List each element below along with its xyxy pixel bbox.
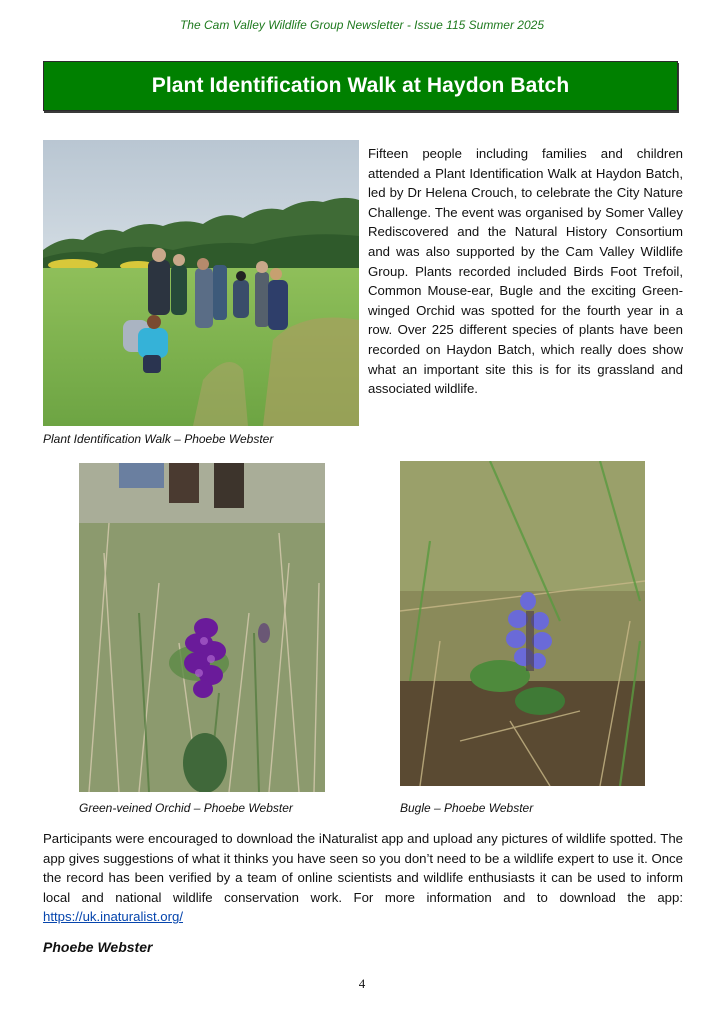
- closing-paragraph: [43, 829, 683, 927]
- inaturalist-link[interactable]: https://uk.inaturalist.org/: [43, 909, 184, 925]
- article-author: Phoebe Webster: [43, 939, 153, 955]
- photo-bugle: [400, 461, 645, 786]
- caption-plant-walk: Plant Identification Walk – Phoebe Webster: [43, 432, 274, 446]
- caption-orchid: Green-veined Orchid – Phoebe Webster: [79, 801, 293, 815]
- photo-green-veined-orchid: [79, 463, 325, 792]
- orchid-image: [79, 463, 325, 792]
- bugle-image: [400, 461, 645, 786]
- plant-walk-image: [43, 140, 359, 426]
- page-number: 4: [358, 976, 366, 991]
- closing-paragraph-text: Participants were encouraged to download the iNaturalist app and upload any pictures of wildlife spotted. The app gives suggestions of what it thinks you have seen so you don’t need to be a wildlife expert to use it. Once the record has been verified by a team of online scientists and wildlife enthusiasts it can be used to inform local and national wildlife conservation work. For more information and to download the app:: [43, 831, 683, 905]
- photo-plant-walk: [43, 140, 359, 426]
- caption-bugle: Bugle – Phoebe Webster: [400, 801, 534, 815]
- intro-paragraph: Fifteen people including families and children attended a Plant Identification Walk at Haydon Batch, led by Dr Helena Crouch, to celebrate the City Nature Challenge. The event was organised by Somer Valley Rediscovered and the Natural History Consortium and was also supported by the Cam Valley Wildlife Group. Plants recorded included Birds Foot Trefoil, Common Mouse-ear, Bugle and the exciting Green-winged Orchid was spotted for the fourth year in a row. Over 225 different species of plants have been recorded on Haydon Batch, which really does show what an important site this is for its grassland and associated wildlife.: [368, 146, 683, 397]
- newsletter-header: The Cam Valley Wildlife Group Newsletter - Issue 115 Summer 2025: [179, 18, 545, 32]
- article-title-banner: [43, 61, 678, 111]
- article-title: Plant Identification Walk at Haydon Batch: [151, 74, 570, 97]
